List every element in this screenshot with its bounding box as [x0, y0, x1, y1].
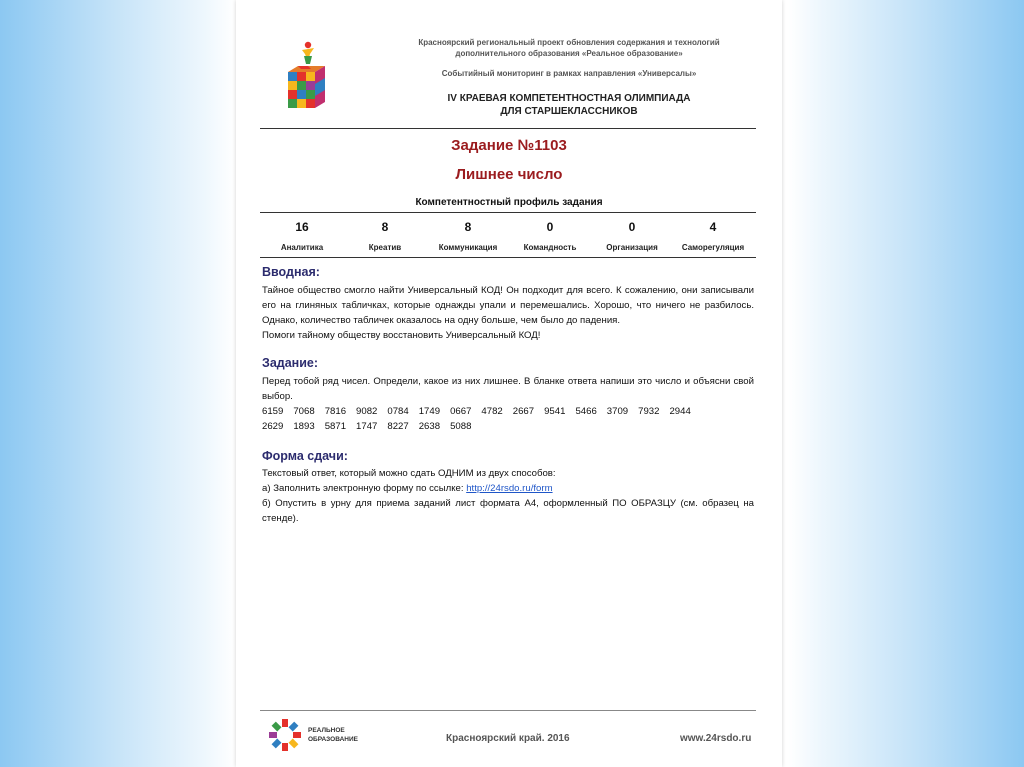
profile-value: 8 [381, 220, 389, 234]
assignment-body [262, 374, 754, 434]
number-item: 6159 [262, 406, 284, 417]
profile-value: 0 [628, 220, 636, 234]
profile-label: Коммуникация [438, 243, 498, 252]
number-item: 1747 [356, 421, 378, 432]
intro-paragraph: Тайное общество смогло найти Универсальный КОД! Он подходит для всего. К сожалению, они записывали его на глиняных табличках, которые однажды упали и перемешались. Хорошо, что ничего не разбилось. Однако, количество табличек оказалось на одну больше, чем было до падения. [262, 285, 754, 326]
profile-value: 16 [295, 220, 309, 234]
profile-label: Командность [523, 243, 577, 252]
number-item: 2629 [262, 421, 284, 432]
number-item: 5466 [575, 406, 597, 417]
number-item: 1749 [418, 406, 441, 417]
footer-logo-text [308, 726, 358, 744]
number-item: 0784 [387, 406, 409, 417]
profile-item-analytics [262, 220, 342, 252]
task-number: Задание №1103 [451, 137, 567, 154]
olympiad-title-1: IV КРАЕВАЯ КОМПЕТЕНТНОСТНАЯ ОЛИМПИАДА [447, 93, 691, 104]
number-item: 9541 [544, 406, 566, 417]
submission-text: Текстовый ответ, который можно сдать ОДНИМ из двух способов: [262, 468, 556, 479]
number-item: 7816 [324, 406, 347, 417]
footer-logo-line-2: ОБРАЗОВАНИЕ [308, 736, 358, 743]
submission-body [262, 466, 754, 526]
option-a-prefix: а) Заполнить электронную форму по ссылке: [262, 483, 467, 494]
numbers-row-2 [262, 419, 754, 434]
profile-item-creative [345, 220, 425, 252]
number-item: 9082 [356, 406, 378, 417]
footer-logo-icon [268, 718, 302, 752]
header-line-2: дополнительного образования «Реальное образование» [455, 49, 683, 58]
profile-item-organization [592, 220, 672, 252]
profile-label: Креатив [368, 243, 402, 252]
profile-value: 0 [546, 220, 554, 234]
assignment-title: Задание: [262, 356, 319, 370]
footer-website[interactable]: www.24rsdo.ru [680, 733, 752, 744]
number-item: 2638 [418, 421, 441, 432]
number-item: 7068 [293, 406, 315, 417]
olympiad-title-2: ДЛЯ СТАРШЕКЛАССНИКОВ [500, 106, 638, 117]
profile-item-teamwork [510, 220, 590, 252]
profile-label: Аналитика [280, 243, 324, 252]
document-page [236, 0, 782, 767]
profile-label: Организация [606, 243, 658, 252]
intro-call-to-action: Помоги тайному обществу восстановить Универсальный КОД! [262, 330, 541, 341]
footer-logo-line-1: РЕАЛЬНОЕ [308, 727, 345, 734]
profile-value: 4 [709, 220, 717, 234]
number-item: 0667 [450, 406, 472, 417]
number-item: 2944 [669, 406, 691, 417]
task-name: Лишнее число [455, 166, 563, 183]
submission-option-b: б) Опустить в урну для приема заданий лист формата А4, оформленный ПО ОБРАЗЦУ (см. образец на стенде). [262, 498, 754, 524]
assignment-text: Перед тобой ряд чисел. Определи, какое из них лишнее. В бланке ответа напиши это число и объясни свой выбор. [262, 376, 754, 402]
submission-title: Форма сдачи: [262, 449, 348, 463]
form-link[interactable]: http://24rsdo.ru/form [466, 483, 553, 494]
profile-heading: Компетентностный профиль задания [415, 197, 603, 208]
profile-value: 8 [464, 220, 472, 234]
profile-bottom-rule [260, 257, 756, 258]
cube-logo-icon [284, 40, 328, 112]
intro-title: Вводная: [262, 265, 320, 279]
numbers-row-1 [262, 404, 754, 419]
profile-label: Саморегуляция [681, 243, 745, 252]
number-item: 5871 [324, 421, 347, 432]
footer-divider [260, 710, 756, 711]
header-line-1: Красноярский региональный проект обновления содержания и технологий [418, 38, 720, 47]
number-item: 5088 [450, 421, 472, 432]
profile-item-self-regulation [673, 220, 753, 252]
header-divider [260, 128, 756, 129]
number-item: 3709 [606, 406, 629, 417]
profile-top-rule [260, 212, 756, 213]
submission-option-a [262, 481, 754, 496]
intro-body [262, 283, 754, 343]
number-item: 8227 [387, 421, 409, 432]
number-item: 2667 [512, 406, 535, 417]
number-item: 1893 [293, 421, 315, 432]
number-item: 7932 [638, 406, 660, 417]
header-line-3: Событийный мониторинг в рамках направления «Универсалы» [441, 69, 697, 78]
footer-region-year: Красноярский край. 2016 [446, 733, 570, 744]
number-item: 4782 [481, 406, 503, 417]
profile-item-communication [428, 220, 508, 252]
